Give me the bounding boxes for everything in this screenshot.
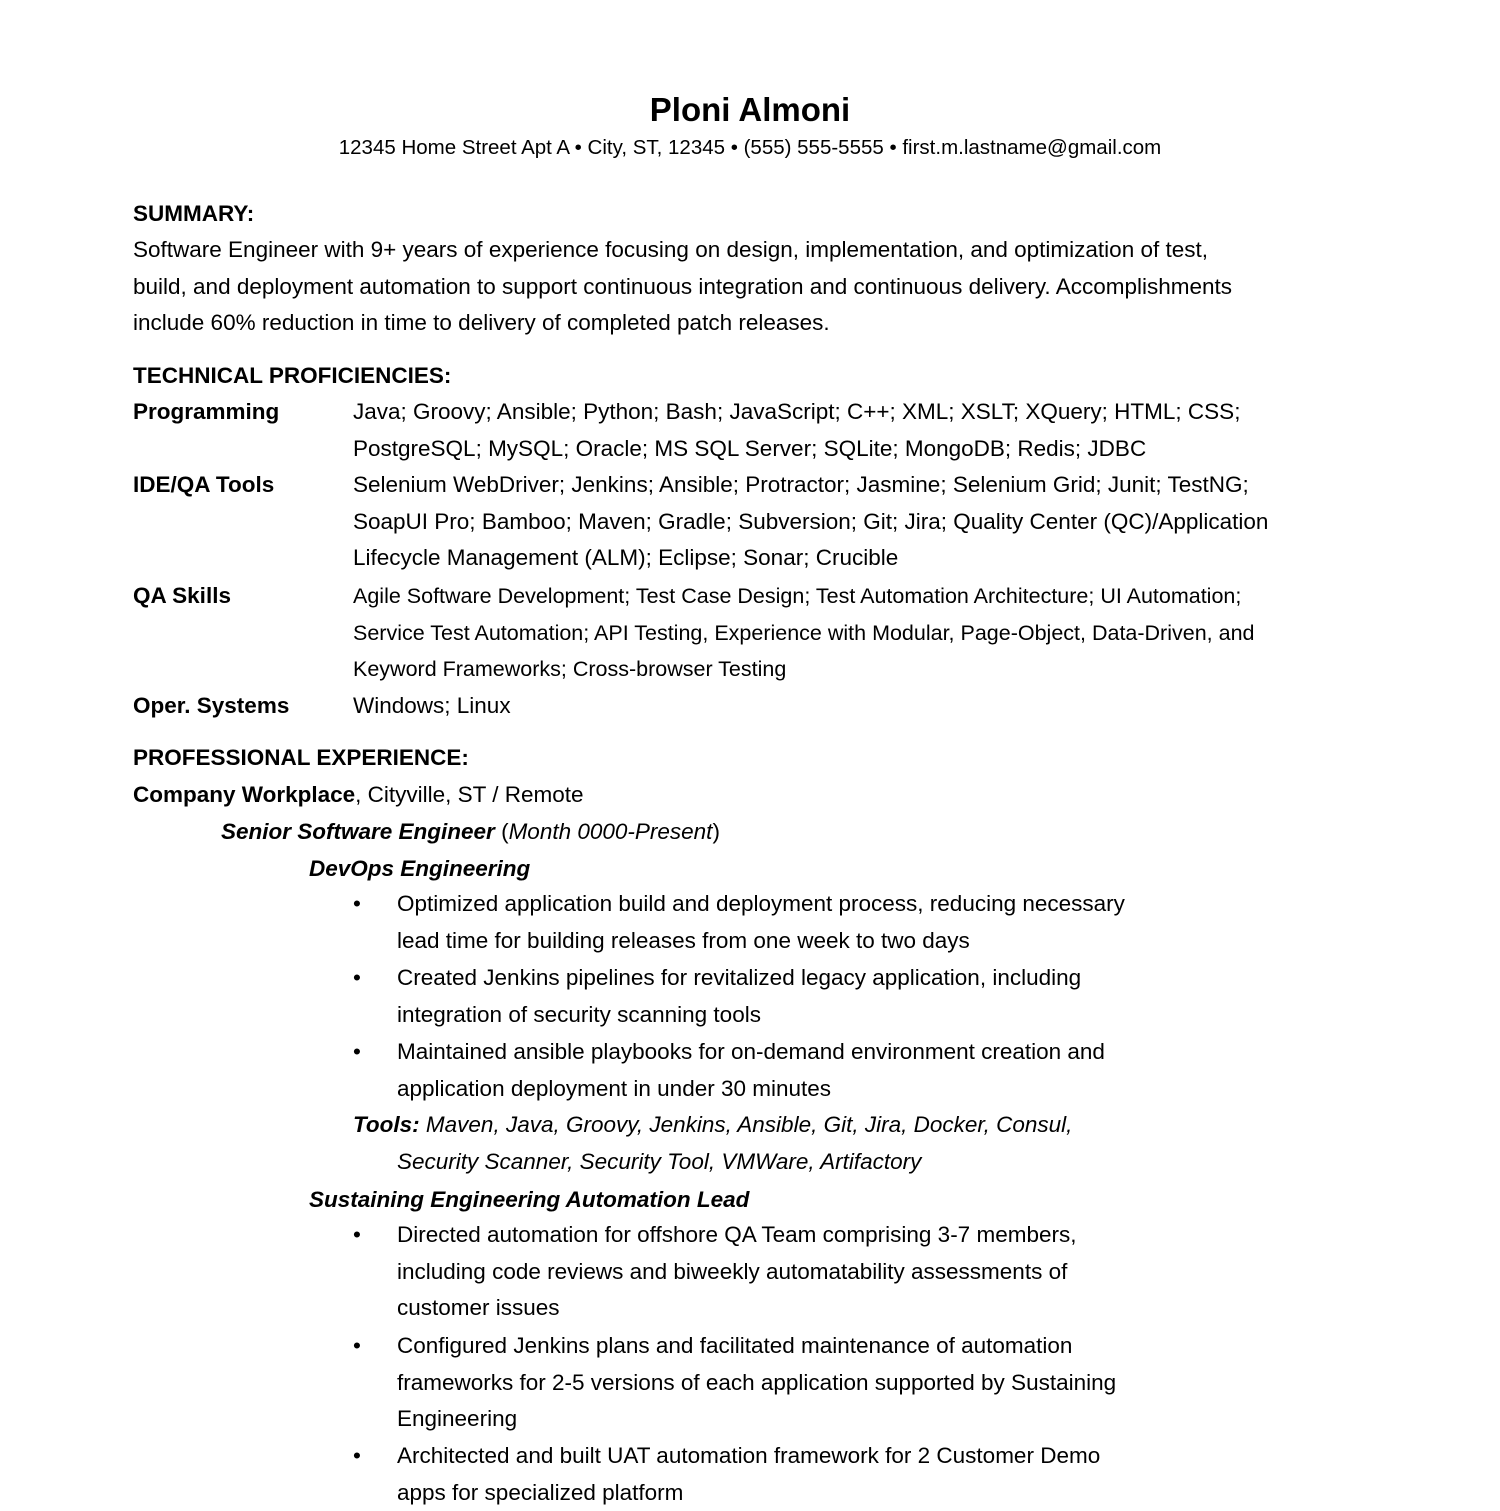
proficiency-line: Keyword Frameworks; Cross-browser Testing — [353, 657, 787, 682]
bullet-line: including code reviews and biweekly automatability assessments of — [397, 1258, 1068, 1284]
summary-heading: SUMMARY: — [133, 201, 255, 226]
bullet-line: frameworks for 2-5 versions of each application supported by Sustaining — [397, 1369, 1117, 1395]
bullet-icon: • — [353, 1039, 361, 1064]
contact-line: 12345 Home Street Apt A • City, ST, 12345 • (555) 555-5555 • first.m.lastname@gmail.com — [338, 136, 1162, 159]
bullet-line: Engineering — [397, 1406, 518, 1432]
bullet-icon: • — [353, 1333, 361, 1358]
company-location: , Cityville, ST / Remote — [355, 782, 584, 807]
bullet-icon: • — [353, 891, 361, 916]
bullet-line: Created Jenkins pipelines for revitalized legacy application, including — [397, 965, 1082, 990]
proficiency-label-ide-qa-tools: IDE/QA Tools — [133, 472, 275, 497]
bullet-line: Configured Jenkins plans and facilitated maintenance of automation — [397, 1333, 1073, 1358]
bullet-line: customer issues — [397, 1295, 560, 1321]
proficiency-value-oper-systems — [353, 688, 511, 725]
summary-line: include 60% reduction in time to delivery of completed patch releases. — [133, 310, 830, 336]
technical-heading: TECHNICAL PROFICIENCIES: — [133, 363, 452, 388]
proficiency-line: Agile Software Development; Test Case Design; Test Automation Architecture; UI Automation; — [353, 584, 1242, 608]
role-title: Senior Software Engineer — [221, 819, 495, 844]
proficiency-line: Lifecycle Management (ALM); Eclipse; Sonar; Crucible — [353, 545, 899, 571]
proficiency-line: PostgreSQL; MySQL; Oracle; MS SQL Server; SQLite; MongoDB; Redis; JDBC — [353, 435, 1147, 461]
bullet-line: Optimized application build and deployment process, reducing necessary — [397, 891, 1125, 916]
candidate-name: Ploni Almoni — [649, 91, 851, 128]
bullet-text — [397, 960, 1081, 1033]
bullet-text — [397, 1034, 1105, 1107]
bullet-line: Maintained ansible playbooks for on-demand environment creation and — [397, 1039, 1105, 1064]
bullet-text — [397, 886, 1125, 959]
tools-line: Security Scanner, Security Tool, VMWare, Artifactory — [397, 1148, 922, 1174]
proficiency-value-programming — [353, 394, 1240, 467]
role-dates: Month 0000-Present — [508, 819, 713, 844]
bullet-line: Architected and built UAT automation framework for 2 Customer Demo — [397, 1443, 1101, 1468]
summary-text — [133, 232, 1363, 342]
paren: ) — [712, 819, 720, 844]
bullet-line: application deployment in under 30 minutes — [397, 1075, 832, 1101]
bullet-icon: • — [353, 1443, 361, 1468]
team-name-devops: DevOps Engineering — [309, 856, 531, 881]
proficiency-label-qa-skills: QA Skills — [133, 583, 231, 608]
proficiency-line: SoapUI Pro; Bamboo; Maven; Gradle; Subversion; Git; Jira; Quality Center (QC)/Application — [353, 508, 1269, 534]
company-name: Company Workplace — [133, 782, 356, 807]
proficiency-line: Selenium WebDriver; Jenkins; Ansible; Protractor; Jasmine; Selenium Grid; Junit; TestNG; — [353, 472, 1249, 497]
team-name-sustaining: Sustaining Engineering Automation Lead — [309, 1187, 750, 1212]
proficiency-value-qa-skills — [353, 578, 1254, 688]
tools-line: Maven, Java, Groovy, Jenkins, Ansible, Git, Jira, Docker, Consul, — [419, 1112, 1073, 1137]
summary-line: build, and deployment automation to support continuous integration and continuous delivery. Accomplishments — [133, 273, 1233, 299]
experience-heading: PROFESSIONAL EXPERIENCE: — [133, 745, 469, 770]
proficiency-label-programming: Programming — [133, 399, 280, 424]
proficiency-line: Windows; Linux — [353, 693, 511, 718]
summary-line: Software Engineer with 9+ years of experience focusing on design, implementation, and optimization of test, — [133, 237, 1208, 262]
paren: ( — [494, 819, 509, 844]
tools-label: Tools: — [353, 1112, 420, 1137]
bullet-line: integration of security scanning tools — [397, 1001, 761, 1027]
proficiency-line: Java; Groovy; Ansible; Python; Bash; JavaScript; C++; XML; XSLT; XQuery; HTML; CSS; — [353, 399, 1241, 424]
bullet-line: lead time for building releases from one week to two days — [397, 927, 970, 953]
role-line — [221, 817, 720, 847]
bullet-line: apps for specialized platform — [397, 1479, 684, 1505]
bullet-line: Directed automation for offshore QA Team comprising 3-7 members, — [397, 1222, 1077, 1247]
tools-list — [353, 1107, 1072, 1180]
bullet-text — [397, 1217, 1076, 1327]
company-line — [133, 780, 584, 810]
proficiency-value-ide-qa-tools — [353, 467, 1268, 577]
bullet-text — [397, 1438, 1100, 1511]
bullet-icon: • — [353, 1222, 361, 1247]
proficiency-line: Service Test Automation; API Testing, Experience with Modular, Page-Object, Data-Driven, and — [353, 620, 1255, 645]
bullet-text — [397, 1328, 1116, 1438]
bullet-icon: • — [353, 965, 361, 990]
proficiency-label-oper-systems: Oper. Systems — [133, 693, 290, 718]
